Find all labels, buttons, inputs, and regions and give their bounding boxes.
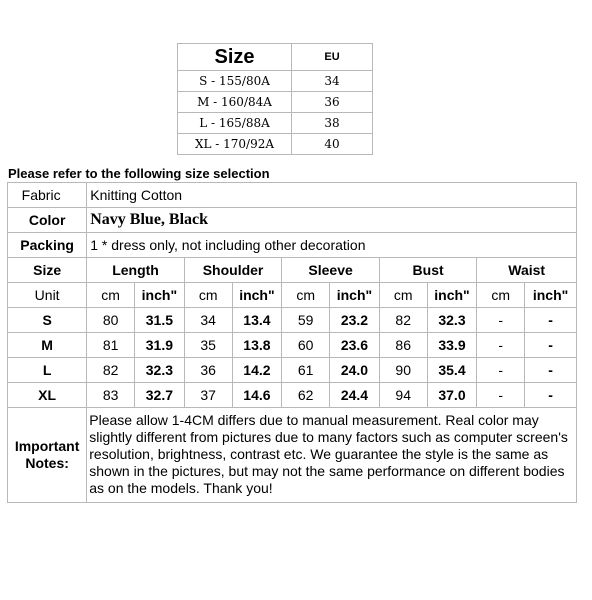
table-row <box>8 358 577 383</box>
eu-size-cell: L - 165/88A <box>178 113 292 134</box>
value-cell: 13.4 <box>232 308 282 333</box>
size-cell: M <box>8 333 87 358</box>
value-cell: 81 <box>87 333 135 358</box>
value-cell: 94 <box>379 383 427 408</box>
color-value: Navy Blue, Black <box>87 208 577 233</box>
bust-header: Bust <box>379 258 477 283</box>
table-row <box>8 333 577 358</box>
value-cell: - <box>525 308 577 333</box>
value-cell: 14.2 <box>232 358 282 383</box>
notes-row <box>8 408 577 503</box>
value-cell: 36 <box>184 358 232 383</box>
unit-cm: cm <box>477 283 525 308</box>
value-cell: 35 <box>184 333 232 358</box>
waist-header: Waist <box>477 258 577 283</box>
unit-inch: inch" <box>330 283 380 308</box>
length-header: Length <box>87 258 185 283</box>
value-cell: - <box>477 308 525 333</box>
unit-row <box>8 283 577 308</box>
table-row <box>178 71 373 92</box>
measurement-header-row <box>8 258 577 283</box>
value-cell: 23.6 <box>330 333 380 358</box>
value-cell: 32.3 <box>135 358 185 383</box>
value-cell: 23.2 <box>330 308 380 333</box>
value-cell: 82 <box>87 358 135 383</box>
color-row <box>8 208 577 233</box>
value-cell: 24.0 <box>330 358 380 383</box>
fabric-value: Knitting Cotton <box>87 183 577 208</box>
value-cell: - <box>525 333 577 358</box>
sleeve-header: Sleeve <box>282 258 380 283</box>
size-chart-table <box>7 182 577 503</box>
eu-value-cell: 34 <box>292 71 373 92</box>
table-row <box>178 92 373 113</box>
eu-value-cell: 36 <box>292 92 373 113</box>
value-cell: 90 <box>379 358 427 383</box>
size-cell: S <box>8 308 87 333</box>
value-cell: 61 <box>282 358 330 383</box>
color-label: Color <box>8 208 87 233</box>
value-cell: 32.3 <box>427 308 477 333</box>
unit-cm: cm <box>184 283 232 308</box>
eu-size-cell: M - 160/84A <box>178 92 292 113</box>
table-row <box>178 113 373 134</box>
table-row <box>8 383 577 408</box>
notes-text: Please allow 1-4CM differs due to manual measurement. Real color may slightly different from pictures due to many factors such as computer screen's resolution, brightness, contrast etc. We guarantee the style is the same as shown in the pictures, but may not the same performance on different bodies as on the models. Thank you! <box>87 408 577 503</box>
unit-inch: inch" <box>525 283 577 308</box>
size-selection-heading: Please refer to the following size selection <box>8 166 270 181</box>
unit-cm: cm <box>87 283 135 308</box>
unit-label: Unit <box>8 283 87 308</box>
shoulder-header: Shoulder <box>184 258 282 283</box>
table-row <box>178 134 373 155</box>
fabric-label: Fabric <box>8 183 87 208</box>
value-cell: - <box>477 358 525 383</box>
value-cell: 37.0 <box>427 383 477 408</box>
unit-cm: cm <box>379 283 427 308</box>
value-cell: 32.7 <box>135 383 185 408</box>
value-cell: 80 <box>87 308 135 333</box>
eu-size-cell: XL - 170/92A <box>178 134 292 155</box>
table-row <box>8 308 577 333</box>
size-header: Size <box>8 258 87 283</box>
value-cell: 14.6 <box>232 383 282 408</box>
value-cell: 34 <box>184 308 232 333</box>
eu-size-cell: S - 155/80A <box>178 71 292 92</box>
value-cell: - <box>477 333 525 358</box>
packing-value: 1 * dress only, not including other decoration <box>87 233 577 258</box>
value-cell: 83 <box>87 383 135 408</box>
size-cell: XL <box>8 383 87 408</box>
eu-size-header: Size <box>178 44 292 71</box>
value-cell: 86 <box>379 333 427 358</box>
value-cell: 37 <box>184 383 232 408</box>
unit-inch: inch" <box>232 283 282 308</box>
eu-eu-header: EU <box>292 44 373 71</box>
value-cell: 35.4 <box>427 358 477 383</box>
eu-table-header-row <box>178 44 373 71</box>
value-cell: 31.9 <box>135 333 185 358</box>
value-cell: 82 <box>379 308 427 333</box>
packing-label: Packing <box>8 233 87 258</box>
unit-inch: inch" <box>135 283 185 308</box>
eu-size-table <box>177 43 373 155</box>
value-cell: 24.4 <box>330 383 380 408</box>
unit-inch: inch" <box>427 283 477 308</box>
unit-cm: cm <box>282 283 330 308</box>
important-notes-label <box>8 408 87 503</box>
packing-row <box>8 233 577 258</box>
value-cell: 33.9 <box>427 333 477 358</box>
fabric-row <box>8 183 577 208</box>
size-cell: L <box>8 358 87 383</box>
value-cell: - <box>525 358 577 383</box>
value-cell: 31.5 <box>135 308 185 333</box>
value-cell: - <box>525 383 577 408</box>
value-cell: - <box>477 383 525 408</box>
notes-label-line2: Notes: <box>25 455 69 471</box>
eu-value-cell: 40 <box>292 134 373 155</box>
notes-label-line1: Important <box>14 438 80 454</box>
value-cell: 62 <box>282 383 330 408</box>
value-cell: 60 <box>282 333 330 358</box>
value-cell: 59 <box>282 308 330 333</box>
eu-value-cell: 38 <box>292 113 373 134</box>
value-cell: 13.8 <box>232 333 282 358</box>
